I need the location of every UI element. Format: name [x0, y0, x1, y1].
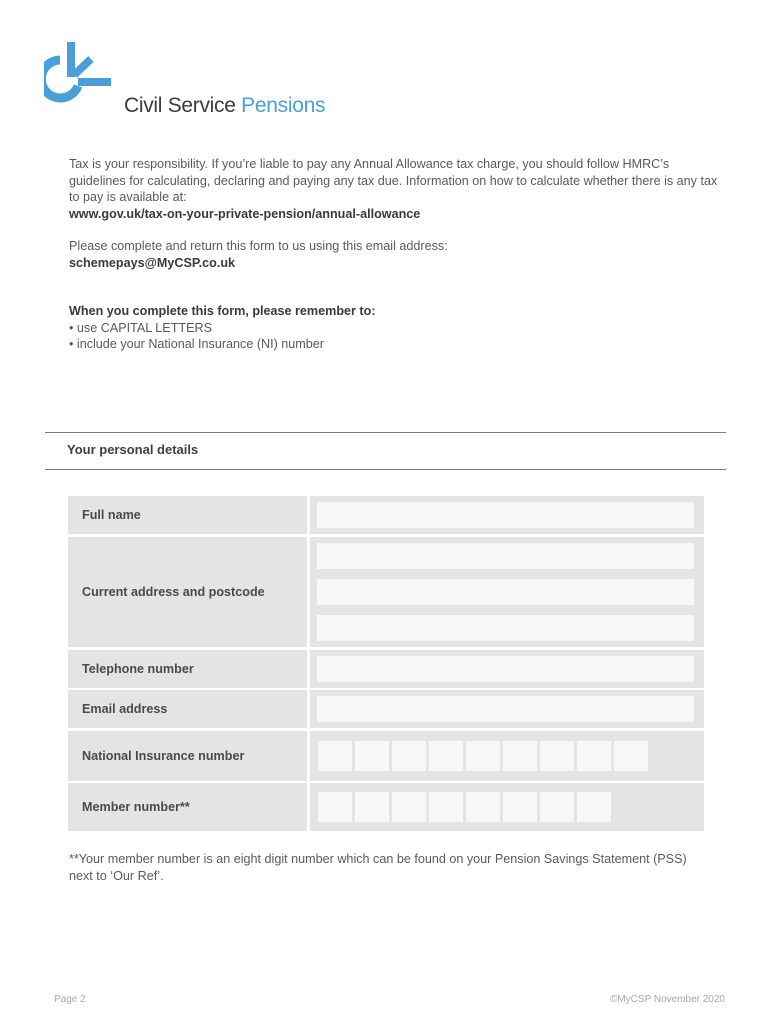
full-name-label: Full name [68, 496, 307, 534]
return-instructions: Please complete and return this form to us using this email address: [69, 239, 448, 253]
member-number-char-box[interactable] [577, 792, 611, 822]
full-name-input[interactable] [317, 502, 694, 528]
full-name-row [68, 496, 704, 534]
ni-char-box[interactable] [577, 741, 611, 771]
address-input-line-2[interactable] [317, 579, 694, 605]
page-number: Page 2 [54, 994, 86, 1005]
csp-logo [44, 42, 326, 122]
address-row [68, 537, 704, 647]
ni-char-box[interactable] [466, 741, 500, 771]
tax-responsibility-text: Tax is your responsibility. If you’re liable to pay any Annual Allowance tax charge, you should follow HMRC’s guidelines for calculating, declaring and paying any tax due. Information on how to calculate whether there is any tax to pay is available at: [69, 157, 718, 204]
reminder-bullet-ni: • include your National Insurance (NI) number [69, 337, 325, 351]
ni-row [68, 731, 704, 781]
member-number-char-box[interactable] [355, 792, 389, 822]
ni-char-box[interactable] [355, 741, 389, 771]
annual-allowance-link[interactable]: www.gov.uk/tax-on-your-private-pension/annual-allowance [69, 206, 421, 221]
member-number-char-box[interactable] [503, 792, 537, 822]
member-number-char-box[interactable] [540, 792, 574, 822]
logo-text-civil-service: Civil Service [124, 94, 236, 117]
address-input-line-1[interactable] [317, 543, 694, 569]
csp-logo-icon [44, 42, 124, 122]
ni-char-box[interactable] [429, 741, 463, 771]
ni-char-box[interactable] [392, 741, 426, 771]
address-input-line-3[interactable] [317, 615, 694, 641]
ni-char-box[interactable] [614, 741, 648, 771]
ni-label: National Insurance number [68, 731, 307, 781]
email-input[interactable] [317, 696, 694, 722]
ni-char-box[interactable] [540, 741, 574, 771]
telephone-label: Telephone number [68, 650, 307, 688]
section-title: Your personal details [67, 442, 199, 457]
member-number-char-box[interactable] [392, 792, 426, 822]
logo-wordmark [124, 94, 325, 118]
email-row [68, 690, 704, 728]
telephone-row [68, 650, 704, 688]
copyright-notice: ©MyCSP November 2020 [609, 994, 725, 1005]
member-number-row [68, 783, 704, 831]
logo-text-pensions: Pensions [241, 94, 326, 117]
reminder-heading: When you complete this form, please remember to: [69, 304, 376, 318]
member-number-label: Member number** [68, 783, 307, 831]
email-label: Email address [68, 690, 307, 728]
member-number-char-box[interactable] [466, 792, 500, 822]
member-number-char-box[interactable] [318, 792, 352, 822]
ni-char-box[interactable] [318, 741, 352, 771]
section-divider-top [45, 432, 726, 433]
member-number-char-box[interactable] [429, 792, 463, 822]
address-label: Current address and postcode [68, 537, 307, 647]
section-divider-bottom [45, 469, 726, 470]
reminder-bullet-capitals: • use CAPITAL LETTERS [69, 320, 212, 335]
return-email-link[interactable]: schemepays@MyCSP.co.uk [69, 255, 236, 270]
member-number-footnote: **Your member number is an eight digit number which can be found on your Pension Savings Statement (PSS) next to ‘Our Ref’. [69, 852, 687, 883]
telephone-input[interactable] [317, 656, 694, 682]
ni-char-box[interactable] [503, 741, 537, 771]
intro-text [69, 156, 719, 353]
